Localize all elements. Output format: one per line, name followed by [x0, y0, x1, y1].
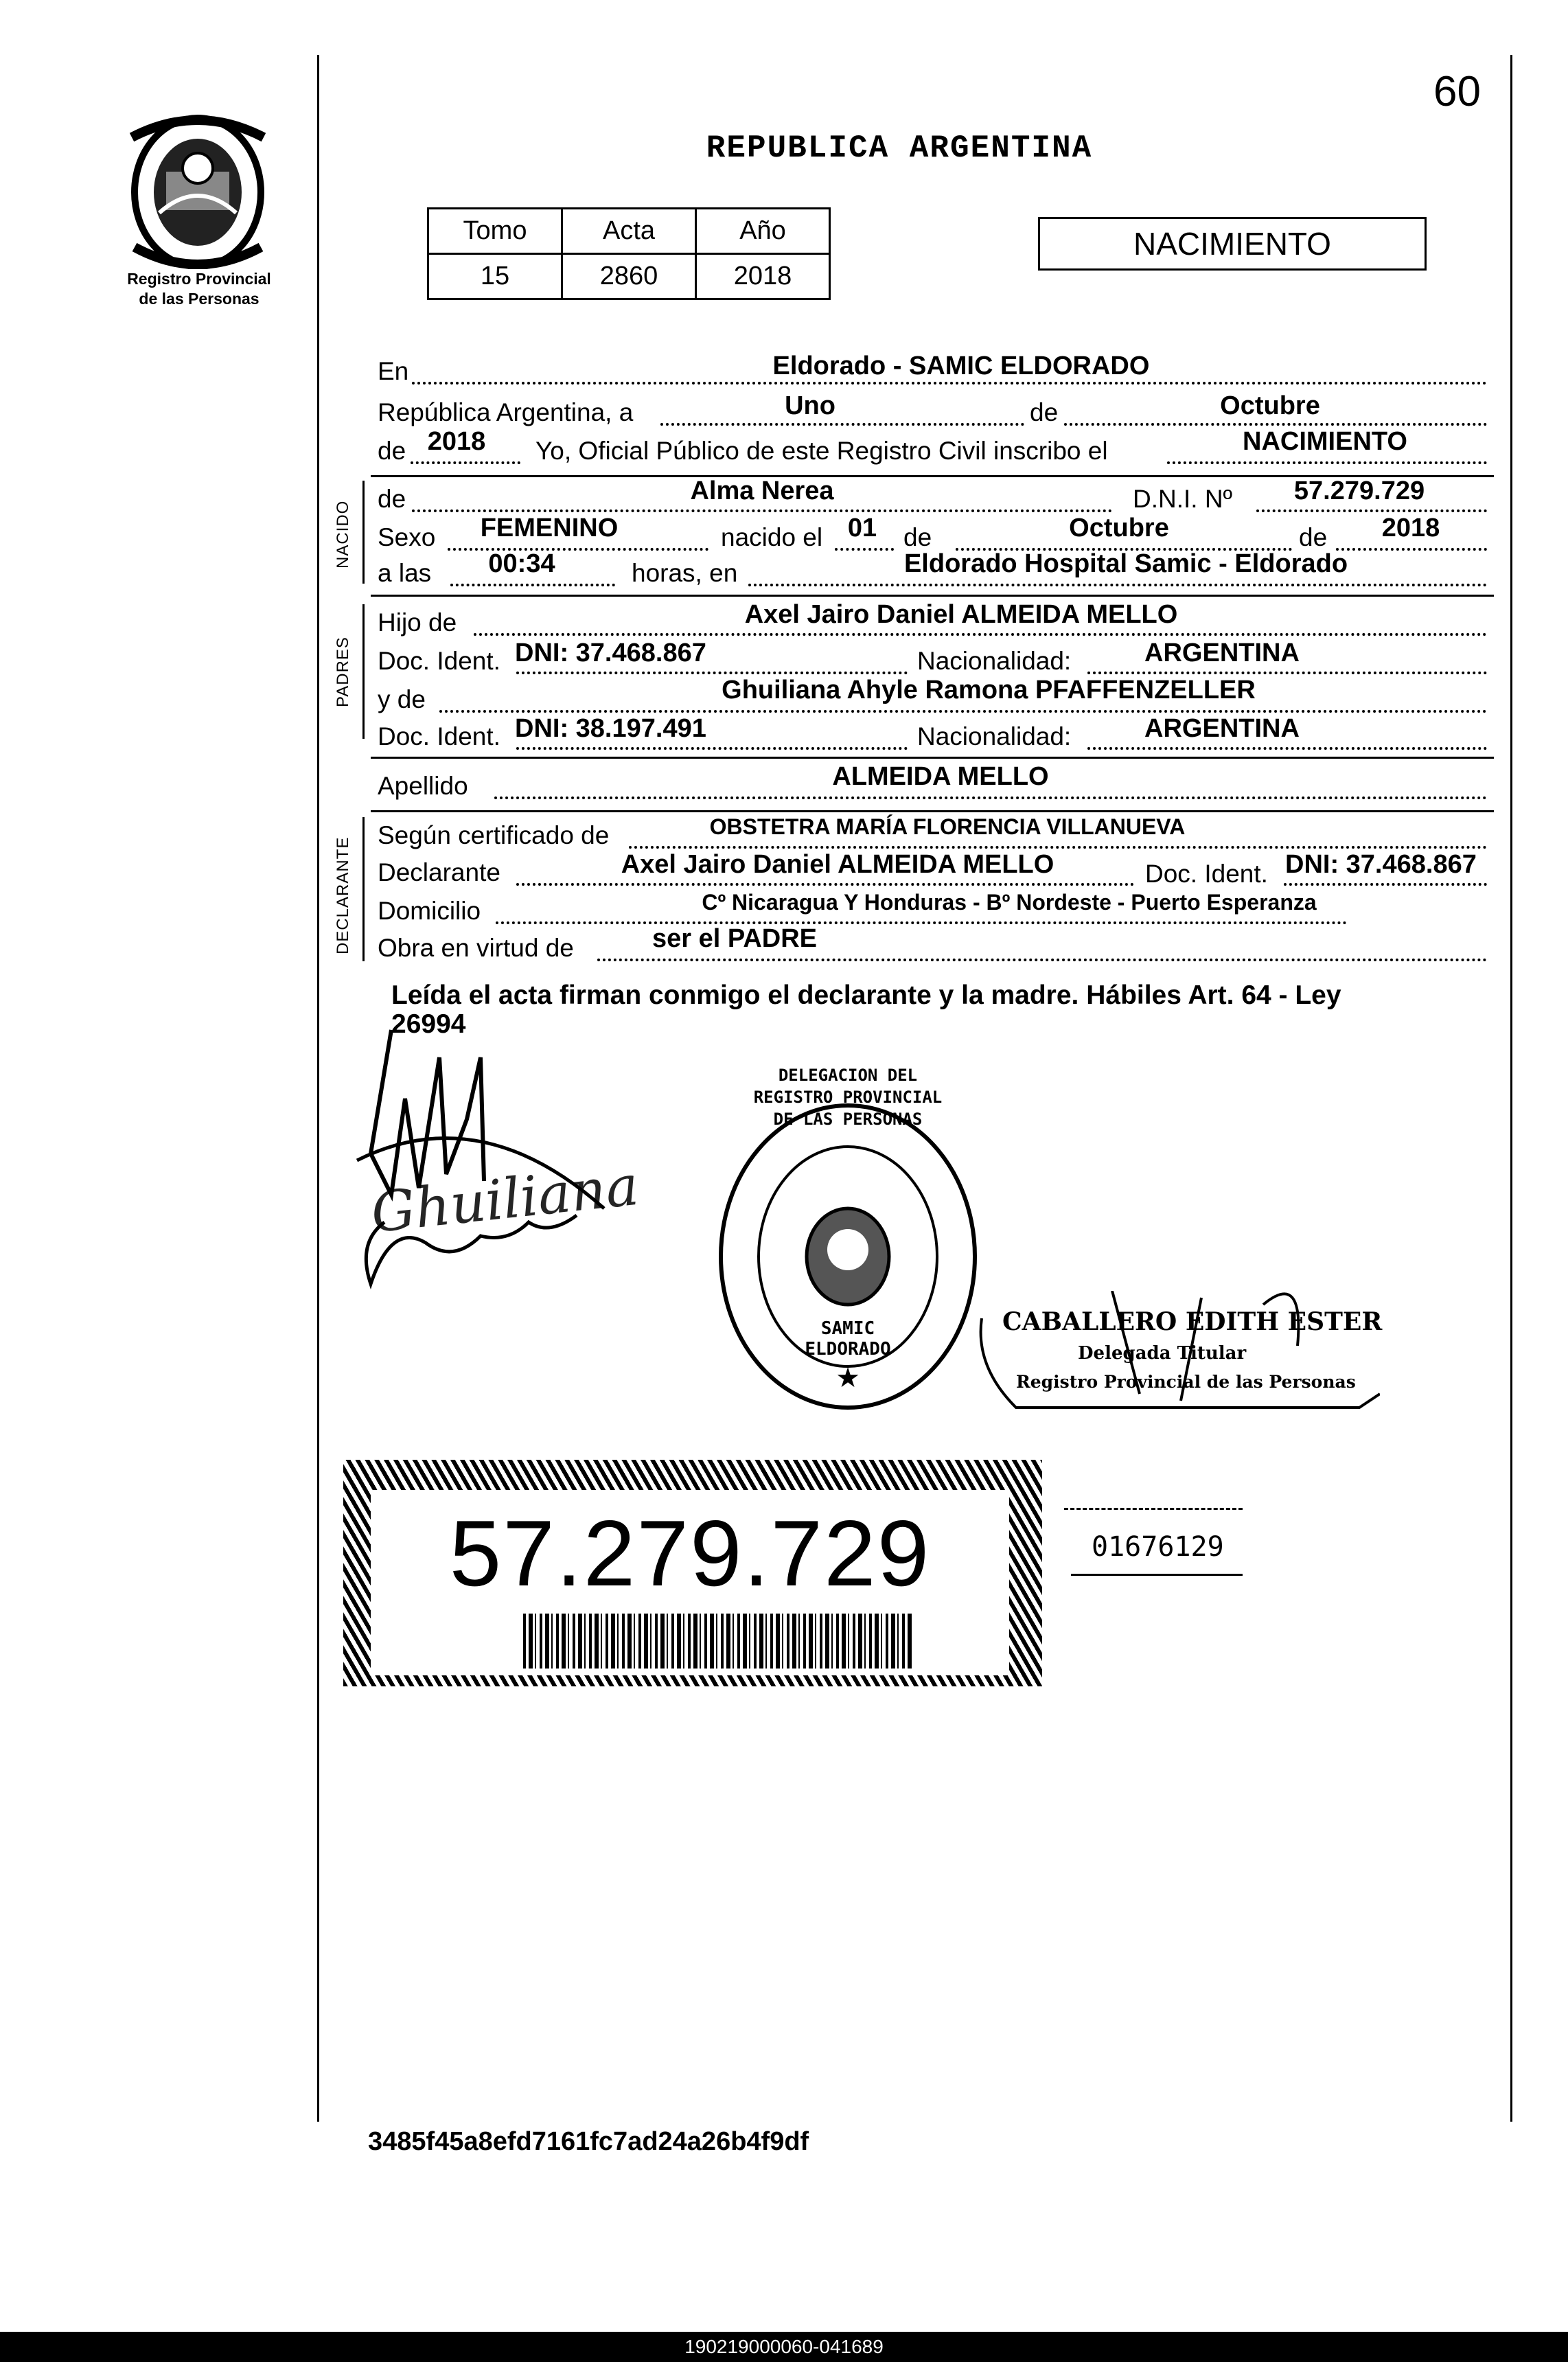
dotline [660, 423, 1024, 426]
id-label-inner [371, 1490, 1009, 1675]
segun-label: Según certificado de [378, 821, 610, 849]
closing-text-2: 26994 [391, 1009, 466, 1039]
dotline [516, 883, 1134, 886]
dotline [516, 672, 908, 674]
footer-code: 190219000060-041689 [684, 2336, 884, 2357]
de-label: de [1030, 398, 1059, 426]
certificado-value: OBSTETRA MARÍA FLORENCIA VILLANUEVA [709, 814, 1186, 839]
sexo-value: FEMENINO [480, 514, 619, 542]
page-number: 60 [1433, 68, 1481, 115]
dotline [450, 584, 615, 586]
mother-name-value: Ghuiliana Ahyle Ramona PFAFFENZELLER [722, 676, 1256, 704]
birth-place-value: Eldorado Hospital Samic - Eldorado [903, 549, 1348, 578]
nacido-de-label: de [378, 485, 406, 513]
dotline [474, 633, 1487, 636]
section-bar [362, 817, 365, 961]
ano-value: 2018 [696, 254, 830, 299]
declarante-doc-label: Doc. Ident. [1145, 860, 1268, 888]
mother-doc-value: DNI: 38.197.491 [515, 714, 706, 743]
oficial-text: Yo, Oficial Público de este Registro Civil inscribo el [535, 437, 1108, 465]
document-title: REPUBLICA ARGENTINA [706, 130, 1093, 166]
serial-number: 01676129 [1092, 1531, 1224, 1563]
domicilio-value: Cº Nicaragua Y Honduras - Bº Nordeste - Puerto Esperanza [702, 890, 1317, 915]
mother-nat-label: Nacionalidad: [917, 722, 1072, 750]
dni-label: D.N.I. Nº [1133, 485, 1233, 513]
section-nacido: NACIDO [334, 500, 352, 569]
ano-header: Año [696, 209, 830, 254]
dotline [411, 461, 520, 464]
dotline [597, 959, 1487, 961]
mother-signature-text: Ghuiliana [368, 1153, 642, 1246]
father-doc-value: DNI: 37.468.867 [515, 639, 706, 667]
dotline [1256, 509, 1487, 512]
section-separator [371, 595, 1494, 597]
y-de-label: y de [378, 685, 426, 713]
nacido-el-label: nacido el [721, 523, 823, 551]
a-las-label: a las [378, 559, 432, 587]
serial-rule [1064, 1508, 1243, 1510]
father-name-value: Axel Jairo Daniel ALMEIDA MELLO [744, 600, 1178, 629]
record-type-box [1038, 217, 1427, 271]
seal-outer-text: DELEGACION DEL REGISTRO PROVINCIAL DE LAS PERSONAS [753, 1066, 943, 1129]
footer-bar [0, 2332, 1568, 2362]
dotline [629, 846, 1487, 849]
obra-label: Obra en virtud de [378, 934, 574, 962]
birth-month-value: Octubre [1069, 514, 1169, 542]
right-border [1510, 55, 1512, 2122]
horas-label: horas, en [632, 559, 738, 587]
registry-name-line1: Registro Provincial [127, 270, 271, 288]
serial-underline [1071, 1574, 1243, 1576]
section-bar [362, 481, 365, 584]
document-hash: 3485f45a8efd7161fc7ad24a26b4f9df [368, 2127, 809, 2156]
acta-value: 2860 [562, 254, 696, 299]
dotline [1284, 883, 1487, 886]
birth-time-value: 00:34 [488, 549, 555, 578]
acta-header: Acta [562, 209, 696, 254]
province-shield-icon [118, 110, 277, 269]
dotline [439, 710, 1487, 713]
dotline [494, 796, 1487, 799]
svg-text:★: ★ [835, 1362, 860, 1394]
month-value: Octubre [1220, 391, 1320, 420]
section-separator [371, 810, 1494, 812]
de-year-label: de [1299, 523, 1328, 551]
father-nat-label: Nacionalidad: [917, 647, 1072, 675]
dotline [1064, 423, 1487, 426]
child-dni-value: 57.279.729 [1293, 477, 1425, 505]
apellido-value: ALMEIDA MELLO [832, 762, 1049, 791]
section-padres: PADRES [334, 637, 352, 707]
obra-value: ser el PADRE [652, 924, 818, 953]
left-border [317, 55, 319, 2122]
birth-day-value: 01 [847, 514, 877, 542]
dotline [516, 747, 908, 750]
province-logo [118, 110, 277, 269]
id-number: 57.279.729 [449, 1501, 931, 1605]
tomo-header: Tomo [428, 209, 562, 254]
child-name-value: Alma Nerea [690, 477, 834, 505]
dotline [1087, 747, 1487, 750]
section-declarante: DECLARANTE [334, 836, 352, 954]
dotline [1087, 672, 1487, 674]
dotline [748, 584, 1487, 586]
day-word-value: Uno [785, 391, 835, 420]
declarante-label: Declarante [378, 858, 500, 886]
apellido-label: Apellido [378, 772, 468, 800]
de-label-2: de [378, 437, 406, 465]
stamp-name: CABALLERO EDITH ESTER [1002, 1307, 1383, 1336]
inscription-value: NACIMIENTO [1243, 427, 1407, 456]
de-month-label: de [903, 523, 932, 551]
dotline [1167, 461, 1487, 464]
en-label: En [378, 357, 409, 385]
dotline [412, 509, 1112, 512]
dotline [412, 382, 1487, 385]
declarante-value: Axel Jairo Daniel ALMEIDA MELLO [621, 850, 1054, 879]
registry-name-line2: de las Personas [139, 290, 260, 308]
seal-emblem-icon [714, 1099, 982, 1414]
place-value: Eldorado - SAMIC ELDORADO [772, 352, 1150, 380]
record-table [427, 207, 831, 300]
birth-year-value: 2018 [1381, 514, 1440, 542]
seal-inner-text: SAMIC ELDORADO [805, 1318, 891, 1360]
tomo-value: 15 [428, 254, 562, 299]
father-doc-label: Doc. Ident. [378, 647, 500, 675]
closing-text-1: Leída el acta firman conmigo el declarante y la madre. Hábiles Art. 64 - Ley [391, 981, 1341, 1010]
sexo-label: Sexo [378, 523, 436, 551]
republica-label: República Argentina, a [378, 398, 634, 426]
official-stamp [975, 1291, 1383, 1414]
year-value: 2018 [427, 427, 486, 456]
declarante-doc-value: DNI: 37.468.867 [1285, 850, 1477, 879]
stamp-title: Delegada Titular [1078, 1343, 1247, 1364]
registry-seal [714, 1099, 982, 1414]
record-type: NACIMIENTO [1133, 226, 1331, 262]
domicilio-label: Domicilio [378, 897, 481, 925]
father-nat-value: ARGENTINA [1144, 639, 1300, 667]
id-label-sticker [343, 1460, 1042, 1686]
section-separator [371, 757, 1494, 759]
mother-doc-label: Doc. Ident. [378, 722, 500, 750]
hijo-de-label: Hijo de [378, 608, 457, 637]
section-bar [362, 604, 365, 739]
barcode-icon [523, 1614, 912, 1669]
stamp-org: Registro Provincial de las Personas [1016, 1372, 1356, 1392]
mother-nat-value: ARGENTINA [1144, 714, 1300, 743]
